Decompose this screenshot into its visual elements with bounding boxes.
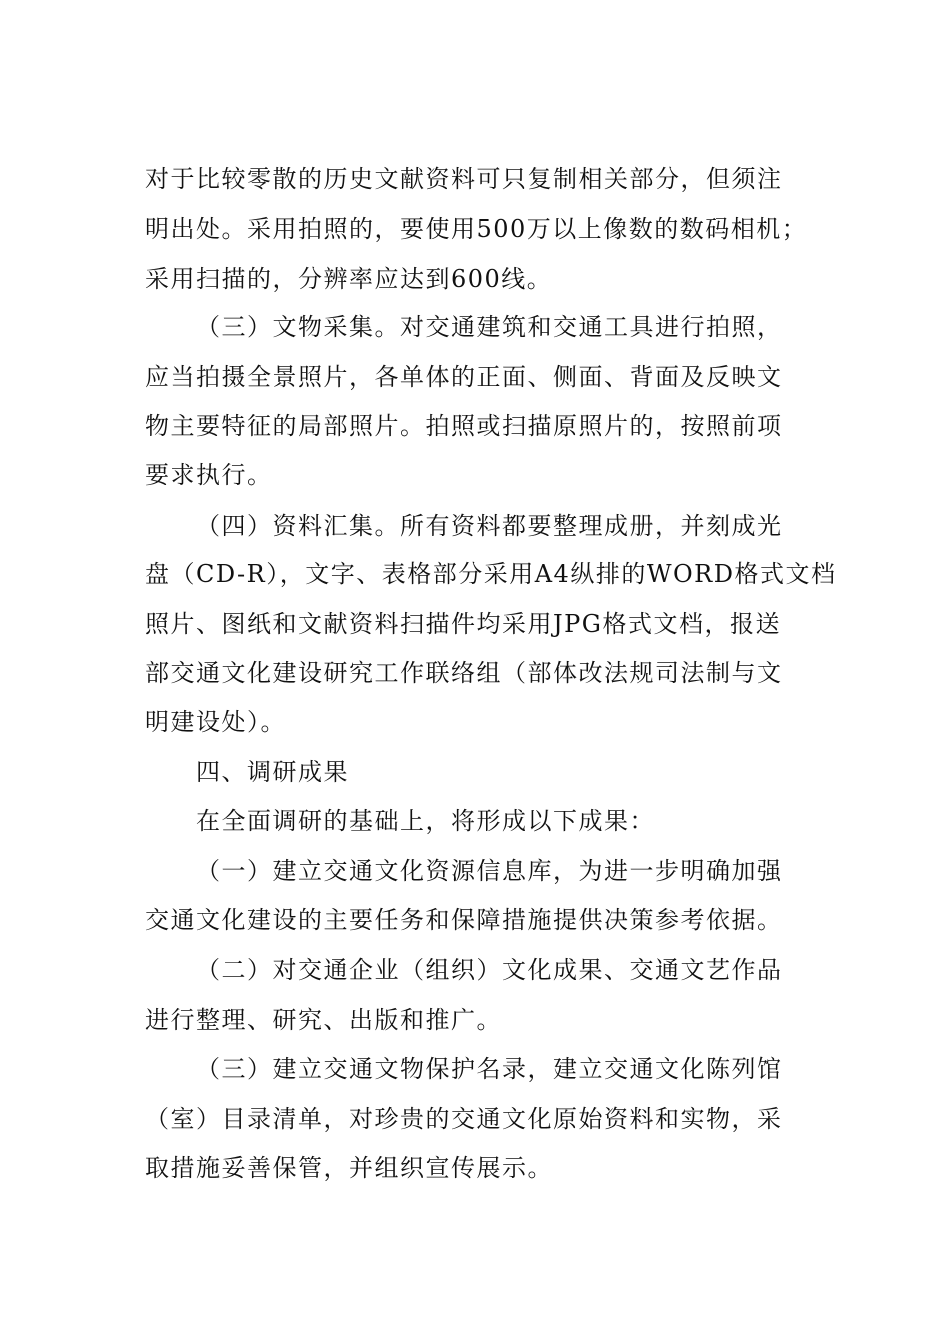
text-line: 明出处。采用拍照的，要使用500万以上像数的数码相机； — [145, 215, 808, 243]
section-heading: 四、调研成果 — [196, 758, 349, 786]
text-line: 应当拍摄全景照片，各单体的正面、侧面、背面及反映文 — [145, 363, 783, 391]
text-line: 盘（CD-R），文字、表格部分采用A4纵排的WORD格式文档 — [145, 560, 837, 588]
text-line: 对于比较零散的历史文献资料可只复制相关部分，但须注 — [145, 165, 783, 193]
text-line: 采用扫描的，分辨率应达到600线。 — [145, 265, 553, 293]
text-line: 取措施妥善保管，并组织宣传展示。 — [145, 1154, 553, 1182]
text-line: （室）目录清单，对珍贵的交通文化原始资料和实物，采 — [145, 1105, 783, 1133]
text-line: 部交通文化建设研究工作联络组（部体改法规司法制与文 — [145, 659, 783, 687]
text-line: 在全面调研的基础上，将形成以下成果： — [196, 807, 655, 835]
paragraph-heading: （一）建立交通文化资源信息库，为进一步明确加强 — [196, 857, 783, 885]
text-line: 明建设处）。 — [145, 708, 286, 736]
text-line: 要求执行。 — [145, 461, 273, 489]
paragraph-heading: （四）资料汇集。所有资料都要整理成册，并刻成光 — [196, 512, 783, 540]
text-line: 进行整理、研究、出版和推广。 — [145, 1006, 502, 1034]
text-line: 照片、图纸和文献资料扫描件均采用JPG格式文档，报送 — [145, 610, 781, 638]
paragraph-heading: （三）建立交通文物保护名录，建立交通文化陈列馆 — [196, 1055, 783, 1083]
paragraph-heading: （二）对交通企业（组织）文化成果、交通文艺作品 — [196, 956, 783, 984]
paragraph-heading: （三）文物采集。对交通建筑和交通工具进行拍照， — [196, 313, 783, 341]
text-line: 交通文化建设的主要任务和保障措施提供决策参考依据。 — [145, 906, 783, 934]
text-line: 物主要特征的局部照片。拍照或扫描原照片的，按照前项 — [145, 412, 783, 440]
